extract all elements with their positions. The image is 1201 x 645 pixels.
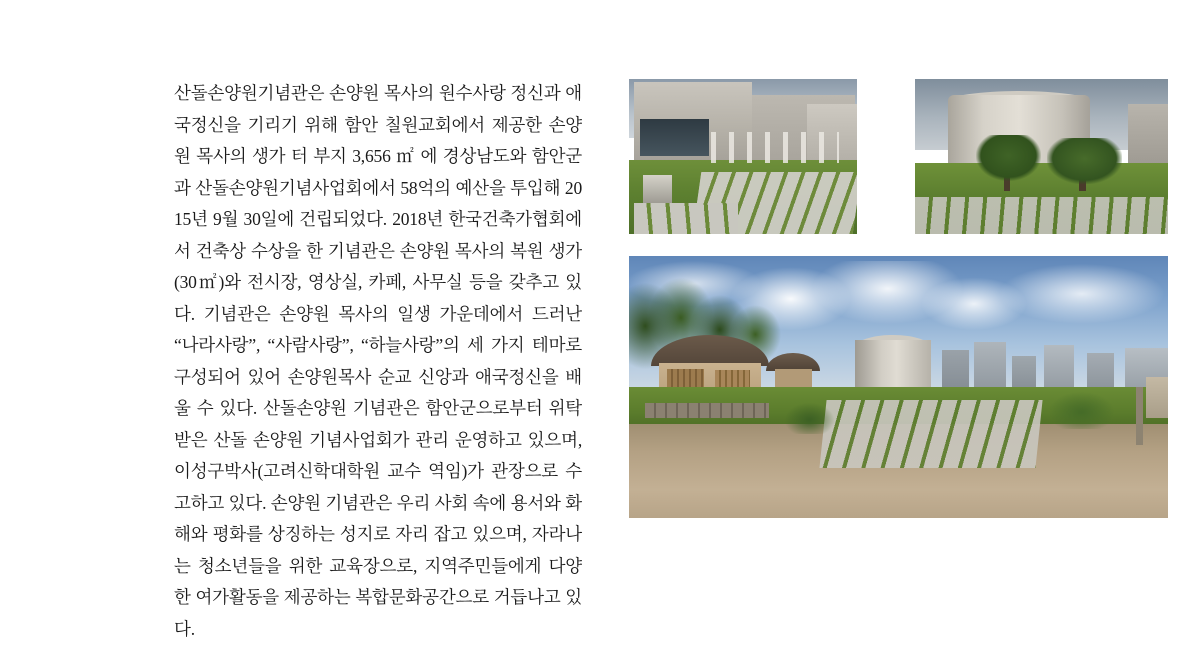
tree-left (976, 135, 1042, 182)
city-building-1 (942, 350, 969, 392)
building-right (1128, 104, 1168, 166)
post-right (1136, 387, 1144, 445)
wall-right (1146, 377, 1168, 419)
stone-walkway (915, 197, 1168, 234)
round-building (855, 340, 930, 390)
stone-walkway (819, 400, 1042, 468)
tree-right (1047, 138, 1123, 185)
building-dark-facade (640, 119, 708, 156)
city-building-2 (974, 342, 1006, 392)
photo-content (629, 256, 1168, 518)
photo-round-concrete-building-with-trees (915, 79, 1168, 234)
stone-walkway-foreground (634, 203, 739, 234)
body-paragraph: 산돌손양원기념관은 손양원 목사의 원수사랑 정신과 애국정신을 기리기 위해 함안 칠원교회에서 제공한 손양원 목사의 생가 터 부지 3,656 ㎡ 에 경상남도와 함안군과 산돌손양원기념사업회에서 58억의 예산을 투입해 2015년 9월 30일에 건립되었다. 2018년 한국건축가협회에서 건축상 수상을 한 기념관은 손양원 목사의 복원 생가(30㎡)와 전시장, 영상실, 카페, 사무실 등을 갖추고 있다. 기념관은 손양원 목사의 일생 가운데에서 드러난 “나라사랑”, “사람사랑”, “하늘사랑”의 세 가지 테마로 구성되어 있어 손양원목사 순교 신앙과 애국정신을 배울 수 있다. 산돌손양원 기념관은 함안군으로부터 위탁받은 산돌 손양원 기념사업회가 관리 운영하고 있으며, 이성구박사(고려신학대학원 교수 역임)가 관장으로 수고하고 있다. 손양원 기념관은 우리 사회 속에 용서와 화해와 평화를 상징하는 성지로 자리 잡고 있으며, 자라나는 청소년들을 위한 교육장으로, 지역주민들에게 다양한 여가활동을 제공하는 복합문화공간으로 거듭나고 있다. (174, 83, 582, 639)
shrub-left (785, 403, 834, 434)
city-building-4 (1044, 345, 1074, 392)
photo-panorama-hanok-and-memorial-grounds (629, 256, 1168, 518)
colonnade-pillars (711, 132, 839, 163)
stone-wall (645, 403, 769, 419)
photo-content (915, 79, 1168, 234)
shrub-right (1049, 392, 1114, 429)
photo-content (629, 79, 857, 234)
text-column (174, 78, 582, 645)
stone-marker (643, 175, 673, 203)
photo-memorial-hall-exterior-stone-path (629, 79, 857, 234)
